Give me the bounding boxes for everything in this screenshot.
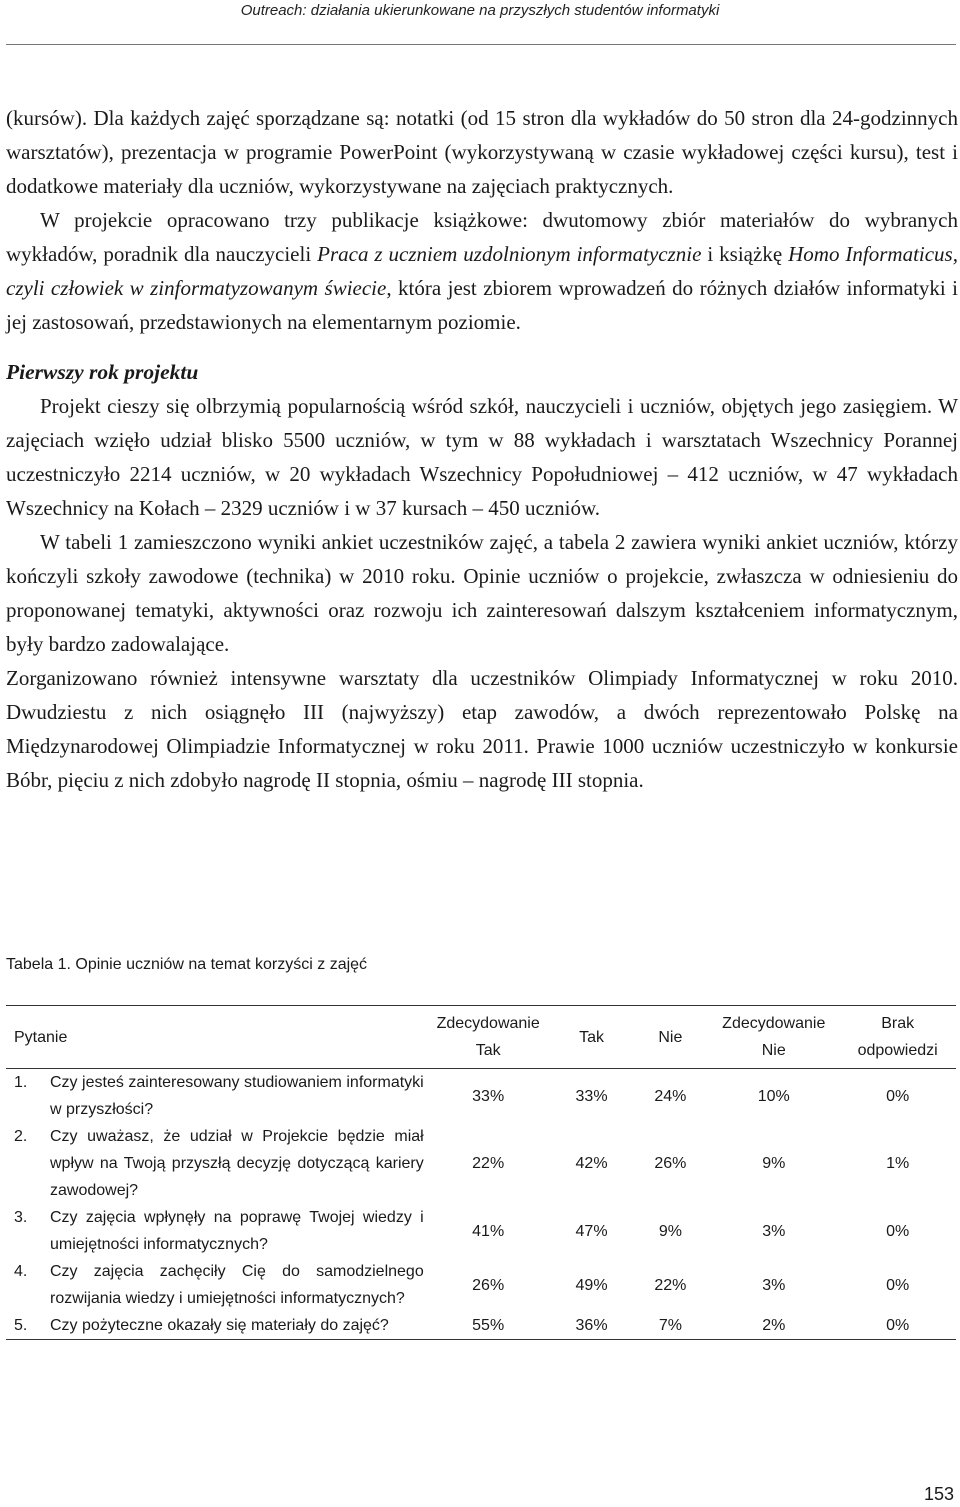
book-title-guide: Praca z uczniem uzdolnionym informatycznie [317, 242, 702, 266]
question-number: 5. [14, 1317, 28, 1334]
paragraph-1: (kursów). Dla każdych zajęć sporządzane są: notatki (od 15 stron dla wykładów do 50 stron dla 24-godzinnych warsztatów), prezentacja w programie PowerPoint (wykorzystywaną w czasie wykładowej części kursu), test i dodatkowe materiały dla uczniów, wykorzystywane na zajęciach praktycznych. [6, 106, 958, 198]
value-definitely-no: 3% [762, 1222, 786, 1240]
question-text: Czy zajęcia wpłynęły na poprawę Twojej wiedzy i umiejętności informatycznych? [50, 1209, 424, 1253]
question-number: 2. [14, 1128, 28, 1145]
value-no-answer: 0% [886, 1276, 910, 1294]
value-definitely-no: 3% [762, 1276, 786, 1294]
question-cell [6, 1312, 426, 1340]
question-text: Czy zajęcia zachęciły Cię do samodzielnego rozwijania wiedzy i umiejętności informatycznych? [50, 1263, 424, 1307]
paragraph-2-part-e: , która jest zbiorem wprowadzeń do różnych działów informatyki i jej zastosowań, przedstawionych na elementarnym poziomie. [6, 276, 958, 334]
value-definitely-no: 9% [762, 1155, 786, 1172]
value-yes: 33% [575, 1087, 608, 1105]
value-no: 22% [654, 1276, 687, 1294]
value-no-answer: 0% [886, 1087, 910, 1105]
paragraph-3: Projekt cieszy się olbrzymią popularnością wśród szkół, nauczycieli i uczniów, objętych jego zasięgiem. W zajęciach wzięło udział blisko 5500 uczniów, w tym w 88 wykładach i warsztatach Wszechnicy Porannej uczestniczyło 2214 uczniów, w 20 wykładach Wszechnicy Popołudniowej – 412 uczniów, w 47 wykładach Wszechnicy na Kołach – 2329 uczniów i w 37 kursach – 450 uczniów. [6, 394, 958, 520]
column-header-question: Pytanie [14, 1028, 68, 1046]
question-cell [6, 1123, 426, 1204]
table-row [6, 1312, 956, 1340]
table-caption: Tabela 1. Opinie uczniów na temat korzyści z zajęć [6, 956, 368, 973]
table-row [6, 1123, 956, 1204]
table-row [6, 1258, 956, 1312]
question-text: Czy uważasz, że udział w Projekcie będzie miał wpływ na Twoją przyszłą decyzję dotyczącą kariery zawodowej? [50, 1128, 424, 1199]
value-yes: 49% [575, 1276, 608, 1294]
question-cell [6, 1204, 426, 1258]
value-yes: 47% [575, 1222, 608, 1240]
value-definitely-no: 2% [762, 1317, 786, 1334]
value-definitely-yes: 41% [472, 1222, 505, 1240]
value-definitely-yes: 26% [472, 1276, 505, 1294]
value-no-answer: 0% [886, 1317, 910, 1334]
question-cell [6, 1069, 426, 1124]
survey-table [6, 1005, 956, 1340]
value-definitely-no: 10% [757, 1087, 790, 1105]
paragraph-2-part-a: W projekcie opracowano trzy publikacje książkowe: dwutomowy zbiór materiałów do wybranych wykładów, poradnik dla nauczycieli [6, 208, 958, 266]
question-text: Czy jesteś zainteresowany studiowaniem informatyki w przyszłości? [50, 1074, 424, 1118]
column-header-definitely-yes: Zdecydowanie Tak [436, 1015, 540, 1059]
value-definitely-yes: 33% [472, 1087, 505, 1105]
header-divider [6, 44, 956, 45]
table-row [6, 1204, 956, 1258]
table-row [6, 1069, 956, 1124]
value-no-answer: 0% [886, 1222, 910, 1240]
value-no: 26% [654, 1155, 687, 1172]
page-number: 153 [923, 1484, 954, 1504]
running-header: Outreach: działania ukierunkowane na przyszłych studentów informatyki [240, 2, 720, 19]
value-definitely-yes: 22% [472, 1155, 505, 1172]
paragraph-4: W tabeli 1 zamieszczono wyniki ankiet uczestników zajęć, a tabela 2 zawiera wyniki ankiet uczniów, którzy kończyli szkoły zawodowe (technika) w 2010 roku. Opinie uczniów o projekcie, zwłaszcza w odniesieniu do proponowanej tematyki, aktywności oraz rozwoju ich zainteresowań dalszym kształceniem informatycznym, były bardzo zadowalające. [6, 530, 958, 656]
paragraph-2 [6, 203, 958, 339]
paragraph-2-part-c: i książkę [701, 242, 789, 266]
column-header-no-answer: Brak odpowiedzi [857, 1015, 938, 1059]
question-number: 4. [14, 1263, 28, 1280]
question-number: 1. [14, 1074, 28, 1091]
book-title-homo-informaticus: Homo Informaticus, czyli człowiek w zinformatyzowanym świecie [6, 242, 958, 300]
column-header-definitely-no: Zdecydowanie Nie [722, 1015, 826, 1059]
section-title: Pierwszy rok projektu [6, 360, 199, 384]
question-number: 3. [14, 1209, 28, 1226]
paragraph-5: Zorganizowano również intensywne warsztaty dla uczestników Olimpiady Informatycznej w roku 2010. Dwudziestu z nich osiągnęło III (najwyższy) etap zawodów, a dwóch reprezentowało Polskę na Międzynarodowej Olimpiadzie Informatycznej w roku 2011. Prawie 1000 uczniów uczestniczyło w konkursie Bóbr, pięciu z nich zdobyło nagrodę II stopnia, ośmiu – nagrodę III stopnia. [6, 666, 958, 792]
column-header-yes: Tak [579, 1028, 604, 1046]
value-no-answer: 1% [886, 1155, 910, 1172]
value-no: 9% [658, 1222, 682, 1240]
question-cell [6, 1258, 426, 1312]
value-no: 24% [654, 1087, 687, 1105]
column-header-no: Nie [658, 1028, 683, 1046]
body-text [6, 101, 958, 797]
value-yes: 36% [575, 1317, 608, 1334]
question-text: Czy pożyteczne okazały się materiały do zajęć? [50, 1317, 389, 1334]
value-yes: 42% [575, 1155, 608, 1172]
value-no: 7% [658, 1317, 682, 1334]
value-definitely-yes: 55% [472, 1317, 505, 1334]
table-header-row [6, 1006, 956, 1069]
